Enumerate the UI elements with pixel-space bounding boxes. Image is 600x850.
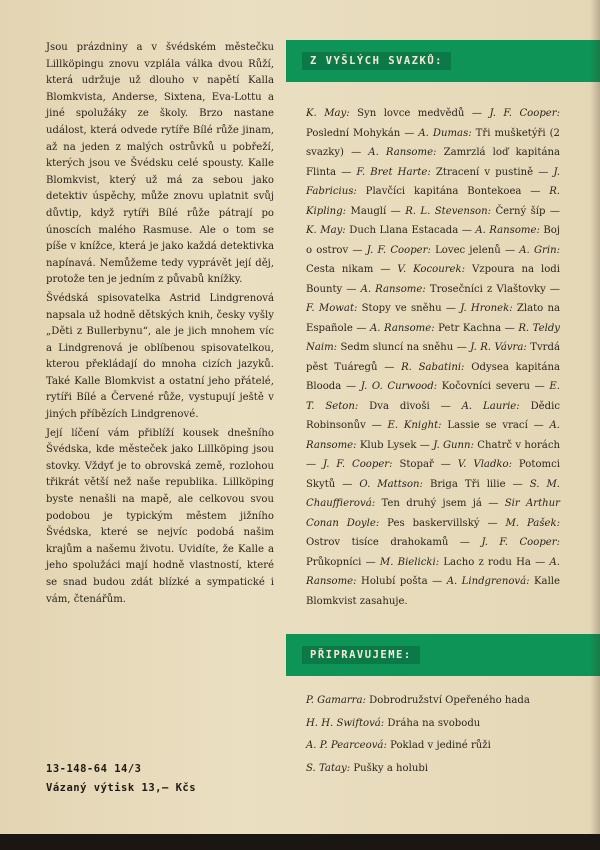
published-author: F. Bret Harte:	[356, 166, 431, 178]
published-title: Lacho z rodu Ha —	[439, 556, 550, 568]
published-author: R. Sabatini:	[401, 361, 465, 373]
upcoming-title: Dráha na svobodu	[384, 717, 481, 729]
published-author: R. Kipling:	[306, 186, 560, 217]
published-title: Briga Tři lilie —	[422, 478, 530, 490]
published-author: R. Teldy Naim:	[306, 322, 560, 353]
published-title: Boj o ostrov —	[306, 225, 561, 256]
published-title: Poslední Mohykán —	[306, 127, 419, 139]
published-title: Tři mušketýři (2 svazky) —	[306, 127, 560, 158]
published-title: Dědic Robinsonův —	[306, 400, 560, 431]
catalog-info	[46, 760, 276, 798]
published-title: Vzpoura na lodi Bounty —	[306, 264, 560, 295]
published-author: M. Bielicki:	[379, 556, 440, 568]
published-title: Cesta nikam —	[306, 264, 398, 275]
page-edge-shadow	[590, 0, 600, 834]
published-author: K. May:	[306, 225, 346, 236]
blurb-paragraph: Její líčení vám přiblíží kousek dnešního Švédska, kde městeček jako Lillköping jsou stovky. Vždyť je to obrovská země, rozlohou třikrát větší než naše republika. Lillköping byste nenašli na mapě, ale celkovou svou podobou je typickým městem jižního Švédska, které se nejvíc podobá našim krajům a našemu životu. Uvidíte, že Kalle a jeho spolužáci mají hodně vlastností, které se snad budou zdát blízké a sympatické i vám, čtenářům.	[46, 427, 274, 605]
price-line: Vázaný výtisk 13,— Kčs	[46, 782, 197, 794]
published-list	[306, 104, 560, 611]
published-author: J. F. Cooper:	[481, 537, 560, 548]
published-title: Odysea kapitána Blooda —	[306, 361, 561, 392]
published-author: J. F. Cooper:	[489, 108, 560, 119]
published-author: F. Mowat:	[306, 303, 358, 314]
published-title: Klub Lysek —	[356, 439, 434, 451]
published-title: Petr Kachna —	[434, 322, 519, 334]
blurb-paragraph: Jsou prázdniny a v švédském městečku Lillköpingu znovu vzplála válka dvou Růží, která udržuje už dlouho v napětí Kalla Blomkvista, Anderse, Sixtena, Eva-Lottu a jiné spolužáky ze školy. Brzo nastane událost, která odvede rytíře Bílé růže jinam, až na jeden z malých ostrůvků u pobřeží, kterých jsou ve Švédsku celé spousty. Kalle Blomkvist, který už má za sebou jako detektiv úspěchy, může znovu uplatnit svůj důvtip, když rytíři Bílé růže pátrají po únoscích malého Rasmuse. Ale o tom se píše v knížce, která je jako každá detektivka napínavá. Nemůžeme tedy vyprávět její děj, protože ten je jedním z půvabů knížky.	[46, 42, 274, 286]
published-author: A. Ransome:	[370, 322, 435, 334]
published-author: J. F. Cooper:	[366, 244, 431, 256]
upcoming-item	[306, 690, 566, 713]
published-author: E. Knight:	[387, 420, 442, 431]
published-title: Ostrov tisíce drahokamů —	[306, 537, 482, 548]
bottom-edge	[0, 834, 600, 850]
published-title: Kočovníci severu —	[437, 381, 550, 392]
published-author: A. Dumas:	[418, 127, 472, 139]
published-title: Tvrdá pěst Tuáregů —	[306, 342, 560, 373]
published-banner	[286, 40, 600, 82]
upcoming-item	[306, 758, 566, 781]
published-author: J. R. Vávra:	[470, 342, 527, 353]
published-title: Potomci Skytů —	[306, 459, 560, 490]
published-author: J. Hronek:	[460, 303, 513, 314]
published-author: Sir Arthur Conan Doyle:	[306, 498, 560, 529]
upcoming-title: Poklad v jediné růži	[386, 740, 491, 751]
published-title: Průkopníci —	[306, 556, 380, 568]
blurb-column	[46, 40, 274, 610]
published-author: R. L. Stevenson:	[405, 205, 492, 217]
published-author: O. Mattson:	[359, 478, 423, 490]
upcoming-banner	[286, 634, 600, 676]
published-author: A. Ransome:	[475, 225, 540, 236]
published-title: Ten druhý jsem já —	[375, 498, 505, 509]
upcoming-author: P. Gamarra:	[306, 695, 366, 706]
published-title: Holubí pošta —	[356, 576, 447, 587]
published-title: Mauglí —	[346, 205, 406, 217]
published-title: Trosečníci z Vlaštovky —	[425, 283, 561, 295]
published-title: Chatrč v horách —	[306, 439, 560, 470]
published-title: Syn lovce medvědů —	[349, 108, 490, 119]
upcoming-list	[306, 690, 566, 780]
upcoming-author: H. H. Swiftová:	[306, 717, 385, 729]
published-title: Zamrzlá loď kapitána Flinta —	[306, 147, 560, 178]
published-author: J. Gunn:	[433, 439, 474, 451]
published-author: A. Laurie:	[461, 400, 520, 412]
published-author: A. Lindgrenová:	[446, 576, 530, 587]
upcoming-item	[306, 735, 566, 758]
published-title: Ztracení v pustině —	[430, 166, 554, 178]
upcoming-author: S. Tatay:	[306, 762, 351, 774]
upcoming-author: A. P. Pearceová:	[306, 740, 387, 751]
published-title: Stopy ve sněhu —	[357, 303, 461, 314]
published-author: A. Ransome:	[368, 147, 437, 158]
published-author: E. T. Seton:	[306, 381, 560, 412]
published-title: Zlato na Españole —	[306, 303, 560, 334]
upcoming-heading: PŘIPRAVUJEME:	[302, 646, 420, 664]
published-author: J. F. Cooper:	[323, 459, 393, 470]
upcoming-item	[306, 713, 566, 736]
catalog-code: 13-148-64 14/3	[46, 763, 142, 775]
published-title: Dva divoši —	[358, 400, 462, 412]
published-author: A. Ransome:	[360, 283, 426, 295]
published-author: S. M. Chauffierová:	[306, 478, 560, 509]
upcoming-title: Dobrodružství Opeřeného hada	[365, 695, 530, 706]
published-heading: Z VYŠLÝCH SVAZKŮ:	[302, 52, 451, 70]
published-title: Lovec jelenů —	[430, 244, 520, 256]
published-title: Lassie se vrací —	[441, 420, 550, 431]
published-author: A. Ransome:	[306, 420, 560, 451]
published-author: V. Vladko:	[457, 459, 512, 470]
published-title: Černý šíp —	[491, 205, 560, 217]
published-author: V. Kocourek:	[397, 264, 466, 275]
published-title: Plavčíci kapitána Bontekoea —	[356, 186, 550, 197]
blurb-paragraph: Švédská spisovatelka Astrid Lindgrenová napsala už hodně dětských knih, česky vyšly „Děti z Bullerbynu“, ale je jich mnohem víc a Lindgrenová je oblíbenou spisovatelkou, kterou překládají do mnoha cizích jazyků. Také Kalle Blomkvist a ostatní jeho přátelé, rytíři Bílé a Červené růže, vystupují ještě v jiných příbězích Lindgrenové.	[46, 292, 274, 421]
published-author: J. O. Curwood:	[360, 381, 438, 392]
published-author: J. Fabricius:	[306, 166, 561, 197]
published-author: A. Ransome:	[306, 556, 560, 587]
published-title: Pes baskervillský —	[379, 517, 506, 529]
published-author: A. Grin:	[519, 244, 561, 256]
published-author: K. May:	[306, 108, 350, 119]
published-title: Duch Llana Estacada —	[345, 225, 476, 236]
upcoming-title: Pušky a holubi	[350, 762, 429, 774]
published-author: M. Pašek:	[505, 517, 560, 529]
published-title: Sedm sluncí na sněhu —	[337, 342, 471, 353]
published-title: Kalle Blomkvist zasahuje.	[306, 576, 561, 607]
published-title: Stopař —	[392, 459, 458, 470]
